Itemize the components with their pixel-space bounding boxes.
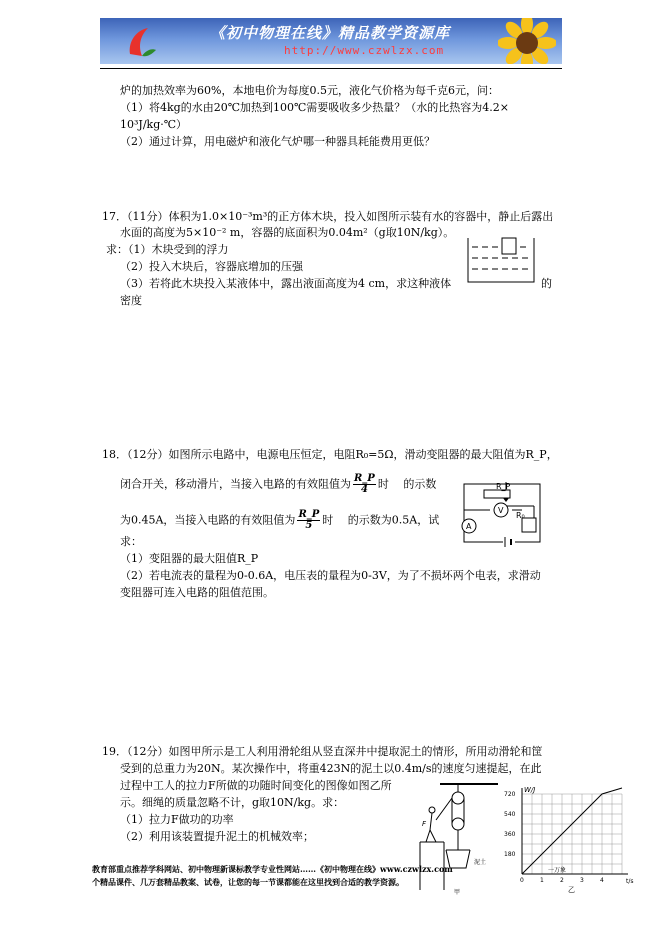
fraction-rp-4: $\frac{R\_P}{4}$ xyxy=(354,473,375,495)
q19-line-2: 受到的总重力为20N。某次操作中，将重423N的泥土以0.4m/s的速度匀速提起，在此 xyxy=(120,762,542,775)
circuit-diagram xyxy=(456,480,546,548)
q19-line-6: （2）利用该装置提升泥土的机械效率； xyxy=(120,830,314,843)
sunflower-icon xyxy=(498,18,556,64)
graph-annotation: 一万象 xyxy=(548,867,567,874)
q18-line-2: 闭合开关，移动滑片，当接入电路的有效阻值为 $\frac{R\_P}{4}$ 时 的示数 xyxy=(120,473,437,495)
q19-line-3: 过程中工人的拉力F所做的功随时间变化的图像如图乙所 xyxy=(120,779,392,792)
x-tick-label: 4 xyxy=(600,877,604,884)
q18-line-4: 求： xyxy=(120,535,142,548)
q18-line-1: 18．（12分）如图所示电路中，电源电压恒定，电阻R₀=5Ω，滑动变阻器的最大阻值为R_P， xyxy=(102,448,558,461)
work-time-graph xyxy=(500,784,640,896)
q19-line-5: （1）拉力F做功的功率 xyxy=(120,813,234,826)
q18-line-7: 变阻器可连入电路的阻值范围。 xyxy=(120,586,274,599)
intro-line-1: 炉的加热效率为60%，本地电价为每度0.5元，液化气价格为每千克6元，问： xyxy=(120,84,499,97)
site-logo-icon xyxy=(122,24,158,60)
intro-line-4: （2）通过计算，用电磁炉和液化气炉哪一种器具耗能费用更低？ xyxy=(120,135,435,148)
rheostat-rp xyxy=(484,490,510,498)
x-tick-label: 2 xyxy=(560,877,564,884)
y-tick-label: 720 xyxy=(504,791,516,798)
q18-line-5: （1）变阻器的最大阻值R_P xyxy=(120,552,259,565)
x-tick-label: 0 xyxy=(520,877,524,884)
x-tick-label: 3 xyxy=(580,877,584,884)
header-divider xyxy=(100,68,562,69)
y-tick-label: 360 xyxy=(504,831,516,838)
q17-line-5-end: 的 xyxy=(541,277,552,290)
intro-line-2: （1）将4kg的水由20℃加热到100℃需要吸收多少热量？（水的比热容为4.2× xyxy=(120,101,510,114)
fig-a-caption: 甲 xyxy=(454,889,461,896)
pulley-figure xyxy=(418,780,508,898)
circuit-label-v: V xyxy=(498,506,504,515)
resistor-r0 xyxy=(522,518,536,532)
y-axis-label: W/J xyxy=(524,786,536,794)
wood-block xyxy=(502,238,516,254)
x-axis-unit: t/s xyxy=(626,878,634,885)
x-tick-label: 1 xyxy=(540,877,544,884)
soil-label: 泥土 xyxy=(474,859,487,866)
y-tick-label: 180 xyxy=(504,851,516,858)
fig-b-caption: 乙 xyxy=(568,886,575,894)
intro-line-3: 10³J/kg·℃） xyxy=(120,118,188,131)
circuit-label-r0: R₀ xyxy=(516,511,525,520)
fraction-rp-5: $\frac{R\_P}{5}$ xyxy=(298,509,320,531)
q19-line-4: 示。细绳的质量忽略不计，g取10N/kg。求： xyxy=(120,796,345,809)
q17-line-4: （2）投入木块后，容器底增加的压强 xyxy=(120,260,303,273)
footer-line-1: 教育部重点推荐学科网站、初中物理新课标教学专业性网站……《初中物理在线》www.czwlzx.com xyxy=(92,864,453,874)
container-figure xyxy=(462,234,540,286)
banner-url[interactable]: http://www.czwlzx.com xyxy=(284,44,445,57)
footer-line-2: 个精品课件、几万套精品教案、试卷，让您的每一节课都能在这里找到合适的教学资源。 xyxy=(92,877,404,887)
q17-line-1: 17．（11分）体积为1.0×10⁻³m³的正方体木块，投入如图所示装有水的容器中，静止后露出 xyxy=(102,210,554,223)
force-label-f: F xyxy=(422,820,427,828)
q17-line-2: 水面的高度为5×10⁻² m，容器的底面积为0.04m²（g取10N/kg）。 xyxy=(120,226,455,239)
circuit-label-rp: R_P xyxy=(496,482,511,491)
q18-line-6: （2）若电流表的量程为0-0.6A，电压表的量程为0-3V，为了不损坏两个电表，求滑动 xyxy=(120,569,541,582)
q17-line-3: 求：（1）木块受到的浮力 xyxy=(106,243,229,256)
circuit-label-a: A xyxy=(466,522,472,531)
y-tick-label: 540 xyxy=(504,811,516,818)
site-banner xyxy=(100,18,562,64)
banner-title: 《初中物理在线》精品教学资源库 xyxy=(210,24,451,42)
q17-line-6: 密度 xyxy=(120,294,142,307)
q17-line-5: （3）若将此木块投入某液体中，露出液面高度为4 cm，求这种液体 xyxy=(120,277,452,290)
q19-line-1: 19．（12分）如图甲所示是工人利用滑轮组从竖直深井中提取泥土的情形，所用动滑轮和筐 xyxy=(102,745,543,758)
q18-line-3: 为0.45A，当接入电路的有效阻值为 $\frac{R\_P}{5}$ 时 的示数为0.5A，试 xyxy=(120,509,440,531)
